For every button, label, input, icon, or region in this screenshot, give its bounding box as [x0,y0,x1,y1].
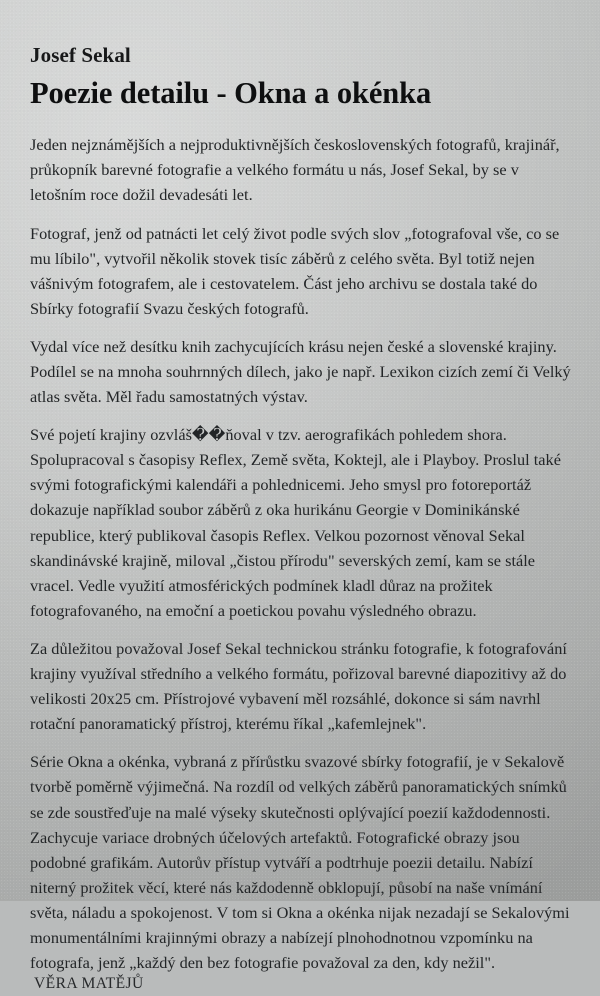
article-paragraph: Jeden nejznámějších a nejproduktivnějších československých fotografů, krajinář, průkopník barevné fotografie a velkého formátu u nás, Josef Sekal, by se v letošním roce dožil devadesáti let. [30,135,560,205]
author-byline: Josef Sekal [30,43,131,67]
article-body [30,44,573,996]
article-paragraph: Za důležitou považoval Josef Sekal technickou stránku fotografie, k fotografování krajiny využíval středního a velkého formátu, pořizoval barevné diapozitivy až do velikosti 20x25 cm. Přístrojové vybavení měl rozsáhlé, dokonce si sám navrhl rotační panoramatický přístroj, kterému říkal „kafemlejnek". [30,638,567,734]
article-signature: VĚRA MATĚJŮ [34,975,144,993]
article-paragraph: Série Okna a okénka, vybraná z přírůstku svazové sbírky fotografií, je v Sekalově tvorbě poměrně výjimečná. Na rozdíl od velkých záběrů panoramatických snímků se zde soustřeďuje na malé výseky skutečnosti oplývající poezií každodennosti. Zachycuje variace drobných účelových artefaktů. Fotografické obrazy jsou podobné grafikám. Autorův přístup vytváří a podtrhuje poezii detailu. Nabízí niterný prožitek věcí, které nás každodenně obklopují, působí na naše vnímání světa, náladu a spokojenost. V tom si Okna a okénka nijak nezadají se Sekalovými monumentálními krajinnými obrazy a nabízejí plnohodnotnou vzpomínku na fotografa, jenž „každý den bez fotografie považoval za den, kdy nežil". [30,752,570,973]
article-paragraph: Své pojetí krajiny ozvláš��ňoval v tzv. aerografikách pohledem shora. Spolupracoval s časopisy Reflex, Země světa, Koktejl, ale i Playboy. Proslul také svými fotografickými kalendáři a pohlednicemi. Jeho smysl pro fotoreportáž dokazuje například soubor záběrů z oka hurikánu Georgie v Dominikánské republice, který publikoval časopis Reflex. Velkou pozornost věnoval Sekal skandinávské krajině, miloval „čistou přírodu" severských zemí, kam se stále vracel. Vedle využití atmosférických podmínek kladl důraz na prožitek fotografovaného, na emoční a poetickou povahu výsledného obrazu. [30,425,561,620]
article-paragraph: Fotograf, jenž od patnácti let celý život podle svých slov „fotografoval vše, co se mu líbilo", vytvořil několik stovek tisíc záběrů z celého světa. Byl totiž nejen vášnivým fotografem, ale i cestovatelem. Část jeho archivu se dostala také do Sbírky fotografií Svazu českých fotografů. [30,223,560,318]
page-title: Poezie detailu - Okna a okénka [30,76,432,111]
article-paragraph: Vydal více než desítku knih zachycujících krásu nejen české a slovenské krajiny. Podílel se na mnoha souhrnných dílech, jako je např. Lexikon cizích zemí či Velký atlas světa. Měl řadu samostatných výstav. [30,336,571,407]
